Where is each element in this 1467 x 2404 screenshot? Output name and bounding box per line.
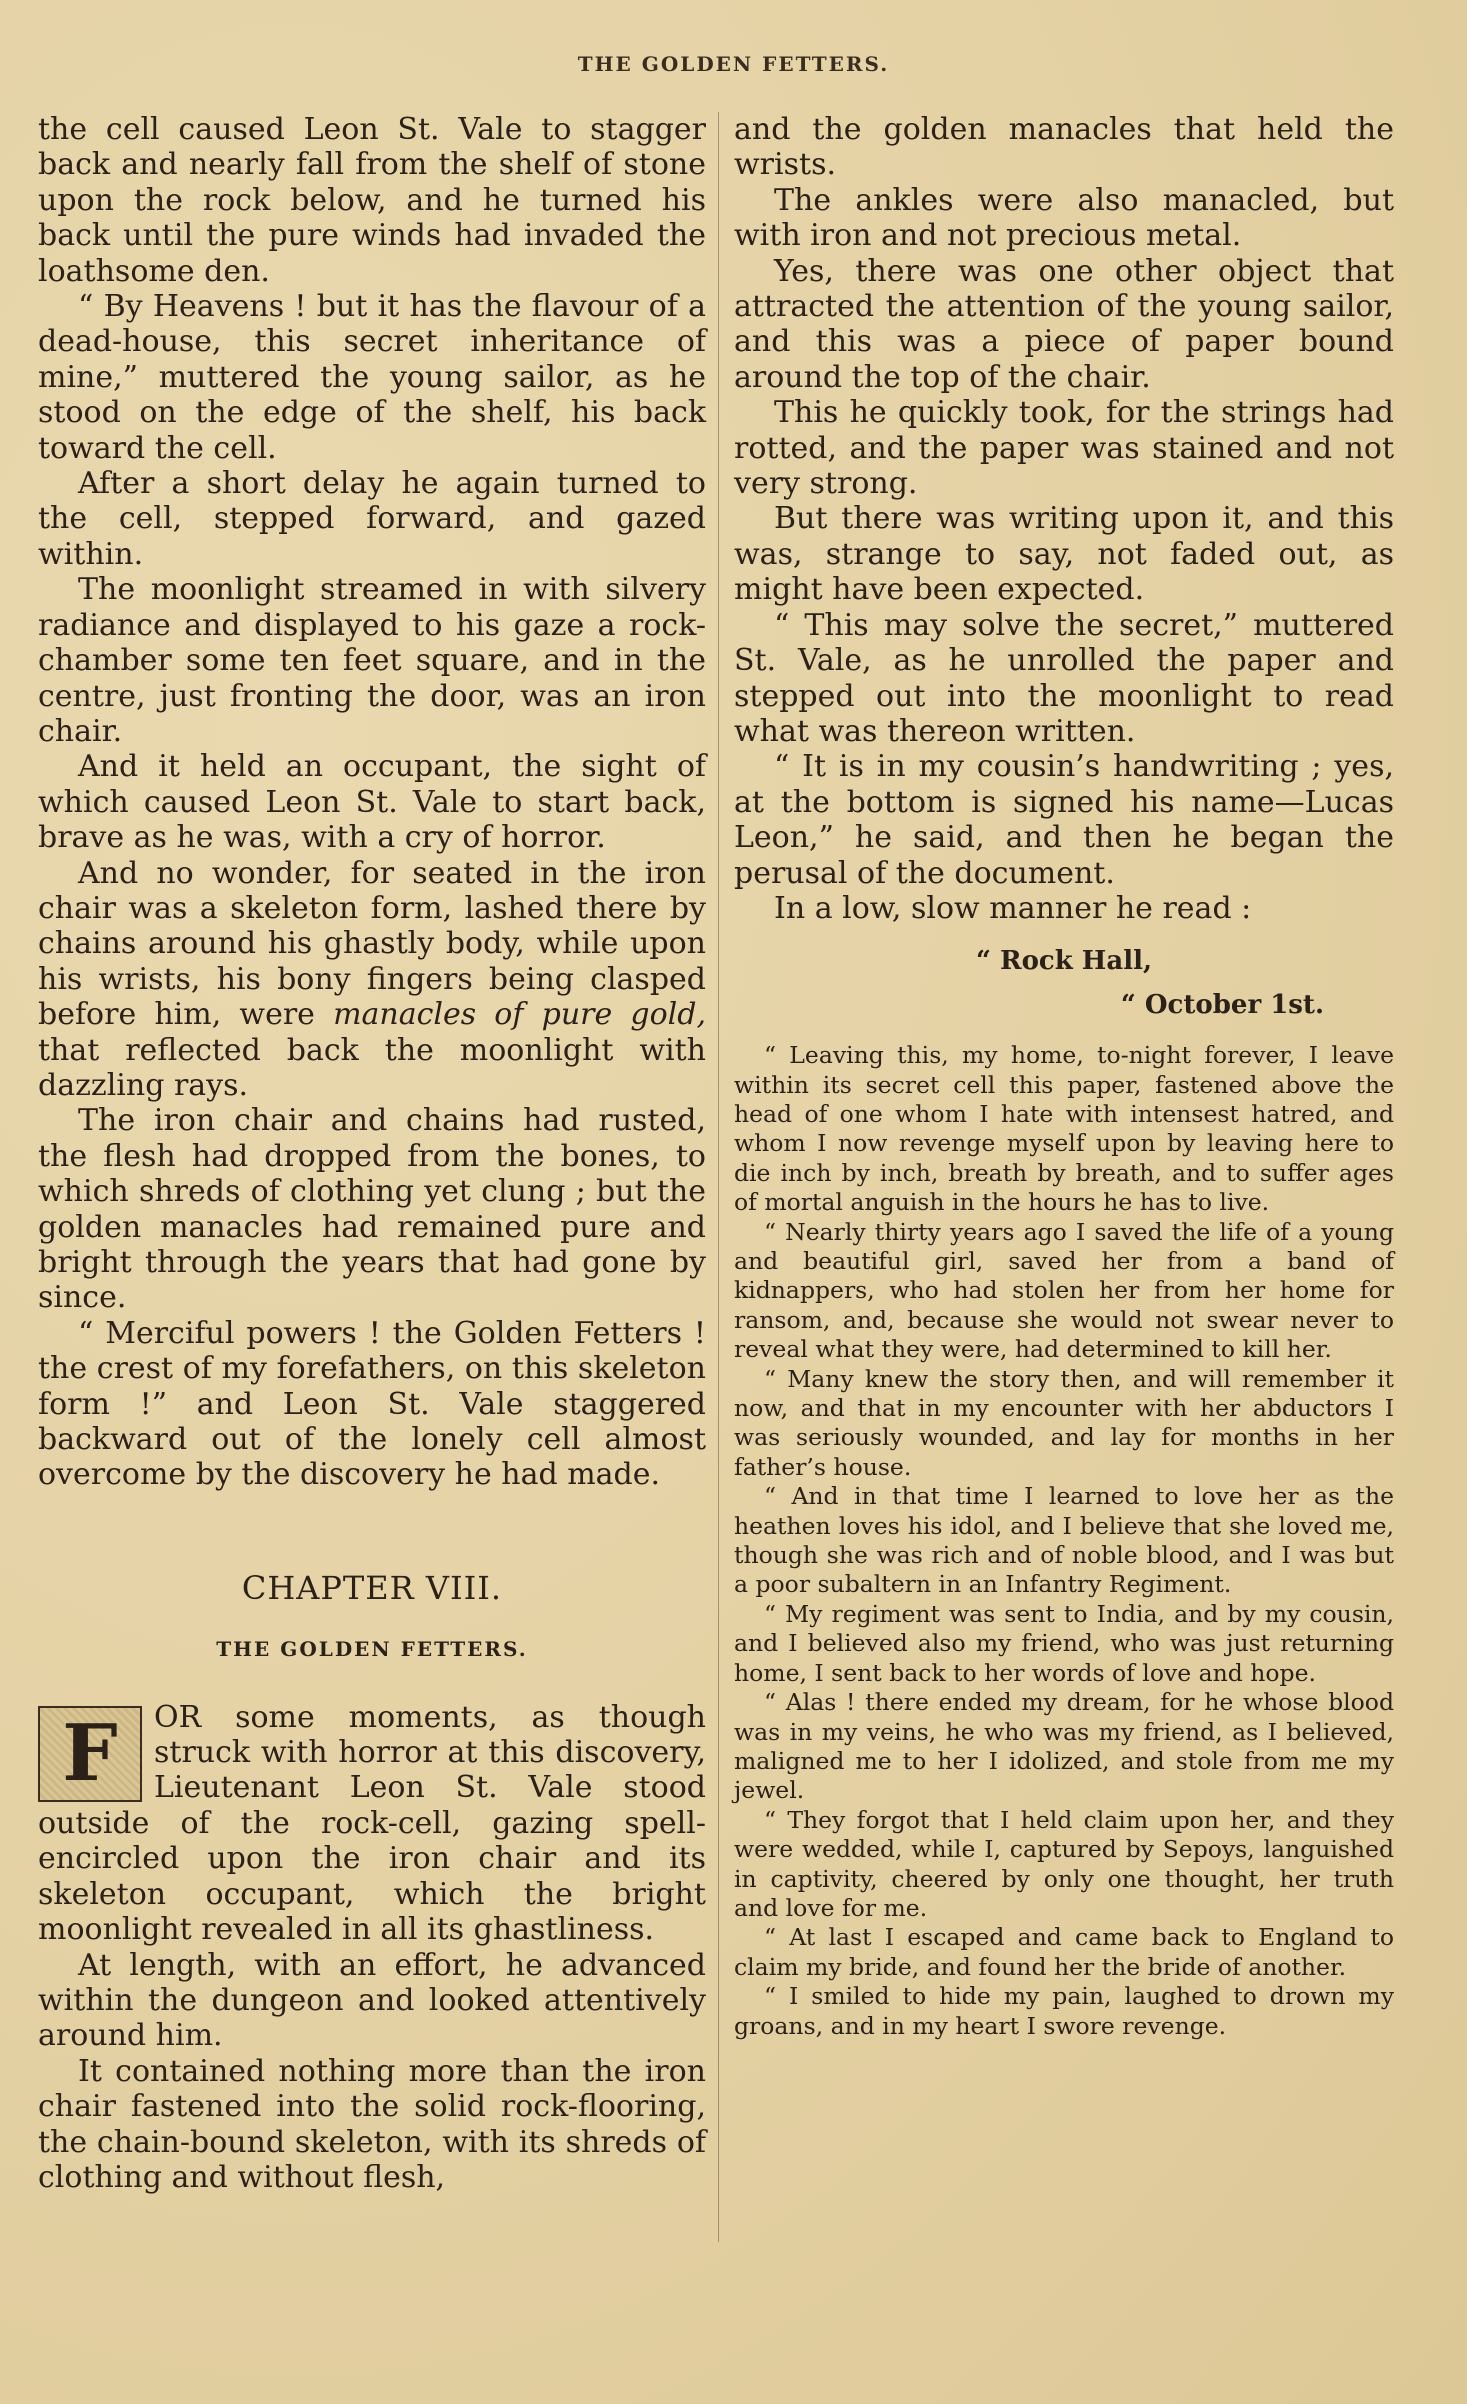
paragraph: This he quickly took, for the strings had rotted, and the paper was stained and not very strong.	[734, 395, 1394, 502]
letter-body	[734, 1041, 1394, 2041]
text-run: And no wonder, for seated in the iron chair was a skeleton form, lashed there by chains around his ghastly body, while upon his wrists, his bony fingers being clasped before him, were	[38, 855, 706, 1033]
letter-paragraph: “ And in that time I learned to love her as the heathen loves his idol, and I believe that she loved me, though she was rich and of noble blood, and I was but a poor subaltern in an Infantry Regiment.	[734, 1482, 1394, 1599]
paragraph: The iron chair and chains had rusted, the flesh had dropped from the bones, to which shreds of clothing yet clung ; but the golden manacles had remained pure and bright through the years that had gone by since.	[38, 1103, 706, 1316]
paragraph: But there was writing upon it, and this was, strange to say, not faded out, as might have been expected.	[734, 501, 1394, 608]
chapter-title: CHAPTER VIII.	[241, 1568, 503, 1607]
paragraph: Yes, there was one other object that attracted the attention of the young sailor, and this was a piece of paper bound around the top of the chair.	[734, 253, 1394, 395]
paragraph: At length, with an effort, he advanced within the dungeon and looked attentively around him.	[38, 1947, 706, 2054]
letter-heading: “ Rock Hall,	[975, 946, 1153, 977]
paragraph: “ This may solve the secret,” muttered St. Vale, as he unrolled the paper and stepped out into the moonlight to read what was thereon written.	[734, 607, 1394, 749]
text-run: OR some moments, as though struck with horror at this discovery, Lieutenant Leon St. Vale stood outside of the rock-cell, gazing spell-encircled upon the iron chair and its skeleton occupant, which the bright moonlight revealed in all its ghastliness.	[38, 1699, 706, 1948]
letter-date: “ October 1st.	[1120, 989, 1324, 1020]
letter-paragraph: “ At last I escaped and came back to England to claim my bride, and found her the bride of another.	[734, 1923, 1394, 1981]
paragraph: In a low, slow manner he read :	[774, 890, 1252, 926]
letter-paragraph: “ Alas ! there ended my dream, for he whose blood was in my veins, he who was my friend, as I believed, maligned me to her I idolized, and stole from me my jewel.	[734, 1688, 1394, 1805]
paragraph-manacles	[38, 856, 706, 1104]
italic-phrase: manacles of pure gold,	[333, 997, 706, 1033]
letter-paragraph: “ Nearly thirty years ago I saved the life of a young and beautiful girl, saved her from a band of kidnappers, who had stolen her from her home for ransom, and, because she would not swear never to reveal what they were, had determined to kill her.	[734, 1217, 1394, 1364]
column-divider	[718, 112, 719, 2242]
letter-paragraph: “ They forgot that I held claim upon her, and they were wedded, while I, captured by Sepoys, languished in captivity, cheered by only one thought, her truth and love for me.	[734, 1805, 1394, 1922]
paragraph: The moonlight streamed in with silvery radiance and displayed to his gaze a rock-chamber some ten feet square, and in the centre, just fronting the door, was an iron chair.	[38, 572, 706, 749]
paragraph: and the golden manacles that held the wrists.	[734, 112, 1394, 183]
running-head: THE GOLDEN FETTERS.	[577, 52, 890, 76]
left-column	[38, 112, 706, 2195]
paragraph: “ By Heavens ! but it has the flavour of a dead-house, this secret inheritance of mine,” muttered the young sailor, as he stood on the edge of the shelf, his back toward the cell.	[38, 289, 706, 466]
letter-paragraph: “ My regiment was sent to India, and by my cousin, and I believed also my friend, who was just returning home, I sent back to her words of love and hope.	[734, 1599, 1394, 1687]
drop-cap: F	[38, 1706, 142, 1802]
paragraph: And it held an occupant, the sight of which caused Leon St. Vale to start back, brave as he was, with a cry of horror.	[38, 749, 706, 856]
letter-paragraph: “ I smiled to hide my pain, laughed to drown my groans, and in my heart I swore revenge.	[734, 1982, 1394, 2040]
text-run: that reflected back the moonlight with dazzling rays.	[38, 1032, 706, 1103]
paragraph: It contained nothing more than the iron chair fastened into the solid rock-flooring, the chain-bound skeleton, with its shreds of clothing and without flesh,	[38, 2053, 706, 2195]
paragraph: The ankles were also manacled, but with iron and not precious metal.	[734, 182, 1394, 254]
paragraph: “ It is in my cousin’s handwriting ; yes, at the bottom is signed his name—Lucas Leon,” he said, and then he began the perusal of the document.	[734, 749, 1394, 891]
paragraph: the cell caused Leon St. Vale to stagger back and nearly fall from the shelf of stone upon the rock below, and he turned his back until the pure winds had invaded the loathsome den.	[38, 112, 706, 289]
right-column	[734, 112, 1394, 2041]
letter-paragraph: “ Leaving this, my home, to-night forever, I leave within its secret cell this paper, fastened above the head of one whom I hate with intensest hatred, and whom I now revenge myself upon by leaving here to die inch by inch, breath by breath, and to suffer ages of mortal anguish in the hours he has to live.	[734, 1041, 1394, 1217]
letter-paragraph: “ Many knew the story then, and will remember it now, and that in my encounter with her abductors I was seriously wounded, and lay for months in her father’s house.	[734, 1364, 1394, 1481]
paragraph: After a short delay he again turned to the cell, stepped forward, and gazed within.	[38, 466, 706, 572]
paragraph: “ Merciful powers ! the Golden Fetters ! the crest of my forefathers, on this skeleton form !” and Leon St. Vale staggered backward out of the lonely cell almost overcome by the discovery he had made.	[38, 1315, 706, 1493]
chapter-subtitle: THE GOLDEN FETTERS.	[216, 1637, 528, 1662]
chapter-opening-paragraph	[38, 1700, 706, 1948]
